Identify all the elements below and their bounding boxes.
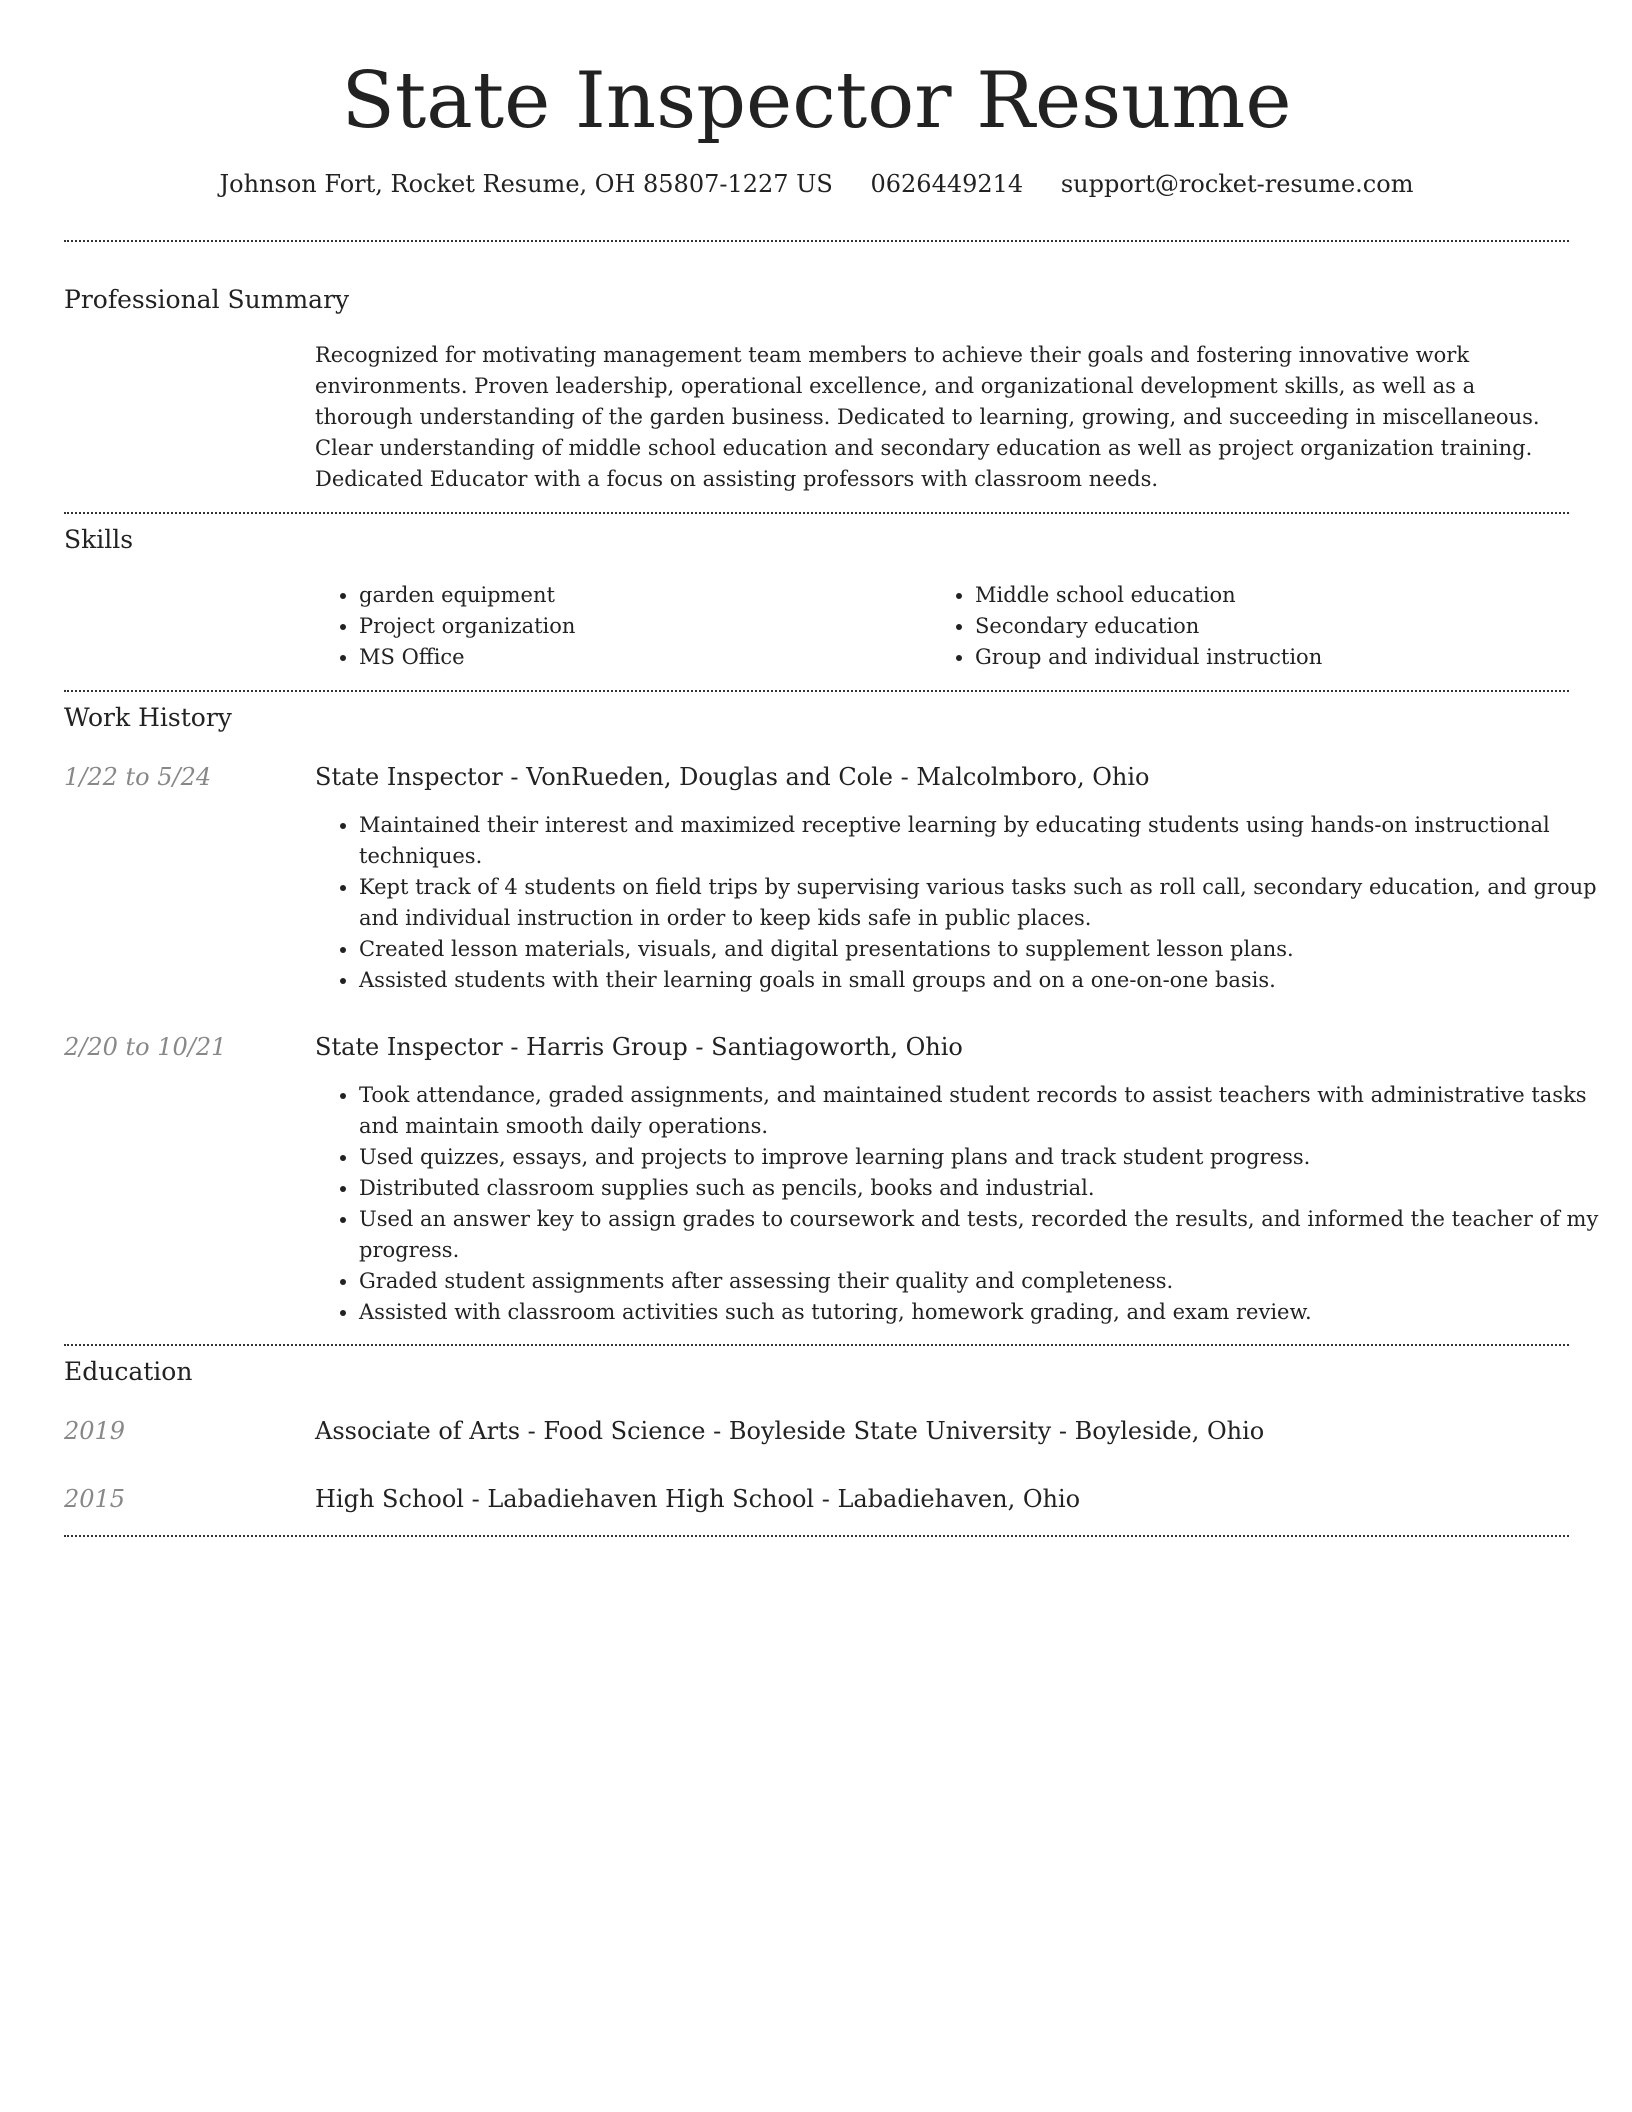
list-item: • Graded student assignments after assessing their quality and completeness.	[359, 1266, 1609, 1297]
list-item: • Middle school education	[975, 580, 1547, 611]
list-item: • Maintained their interest and maximized receptive learning by educating students using hands-on instructional techniques.	[359, 810, 1609, 872]
education-entry: Associate of Arts - Food Science - Boyleside State University - Boyleside, Ohio	[315, 1417, 1265, 1445]
skills-column-right	[931, 580, 1547, 673]
list-item: • Secondary education	[975, 611, 1547, 642]
work-heading: Work History	[64, 703, 232, 732]
resume-page	[64, 0, 1599, 1513]
list-item: • Used quizzes, essays, and projects to improve learning plans and track student progress.	[359, 1142, 1609, 1173]
summary-text: Recognized for motivating management team members to achieve their goals and fostering innovative work environments. Proven leadership, operational excellence, and organizational development skills, as well as a thorough understanding of the garden business. Dedicated to learning, growing, and succeeding in miscellaneous. Clear understanding of middle school education and secondary education as well as project organization training. Dedicated Educator with a focus on assisting professors with classroom needs.	[315, 343, 1540, 491]
list-item: • Took attendance, graded assignments, and maintained student records to assist teachers with administrative tasks and maintain smooth daily operations.	[359, 1080, 1609, 1142]
list-item: • Used an answer key to assign grades to coursework and tests, recorded the results, and informed the teacher of my progress.	[359, 1204, 1609, 1266]
list-item: • Distributed classroom supplies such as pencils, books and industrial.	[359, 1173, 1609, 1204]
education-entry: High School - Labadiehaven High School - Labadiehaven, Ohio	[315, 1485, 1081, 1513]
skills-list	[315, 580, 1569, 673]
phone-text: 0626449214	[870, 170, 1024, 198]
address-text: Johnson Fort, Rocket Resume, OH 85807-1227 US	[219, 170, 833, 198]
email-link[interactable]: support@rocket-resume.com	[1060, 170, 1414, 198]
divider	[64, 1344, 1569, 1346]
skills-heading: Skills	[64, 525, 134, 554]
job-title: State Inspector - Harris Group - Santiagoworth, Ohio	[315, 1033, 963, 1061]
job-dates: 2/20 to 10/21	[64, 1033, 227, 1061]
education-year: 2019	[64, 1417, 126, 1445]
list-item: • MS Office	[359, 642, 931, 673]
education-year: 2015	[64, 1485, 126, 1513]
divider	[64, 240, 1569, 242]
contact-line	[64, 168, 1569, 200]
list-item: • Created lesson materials, visuals, and digital presentations to supplement lesson plans.	[359, 934, 1609, 965]
divider	[64, 512, 1569, 514]
job-dates: 1/22 to 5/24	[64, 763, 212, 791]
education-heading: Education	[64, 1357, 193, 1386]
divider	[64, 1535, 1569, 1537]
list-item: • Kept track of 4 students on field trips by supervising various tasks such as roll call, secondary education, and group and individual instruction in order to keep kids safe in public places.	[359, 872, 1609, 934]
summary-heading: Professional Summary	[64, 285, 350, 314]
list-item: • garden equipment	[359, 580, 931, 611]
list-item: • Assisted students with their learning goals in small groups and on a one-on-one basis.	[359, 965, 1609, 996]
list-item: • Project organization	[359, 611, 931, 642]
list-item: • Assisted with classroom activities such as tutoring, homework grading, and exam review.	[359, 1297, 1609, 1328]
skills-column-left	[315, 580, 931, 673]
page-title: State Inspector Resume	[341, 56, 1292, 146]
job-bullets	[315, 810, 1609, 996]
job-title: State Inspector - VonRueden, Douglas and Cole - Malcolmboro, Ohio	[315, 763, 1150, 791]
divider	[64, 690, 1569, 692]
list-item: • Group and individual instruction	[975, 642, 1547, 673]
job-bullets	[315, 1080, 1609, 1328]
